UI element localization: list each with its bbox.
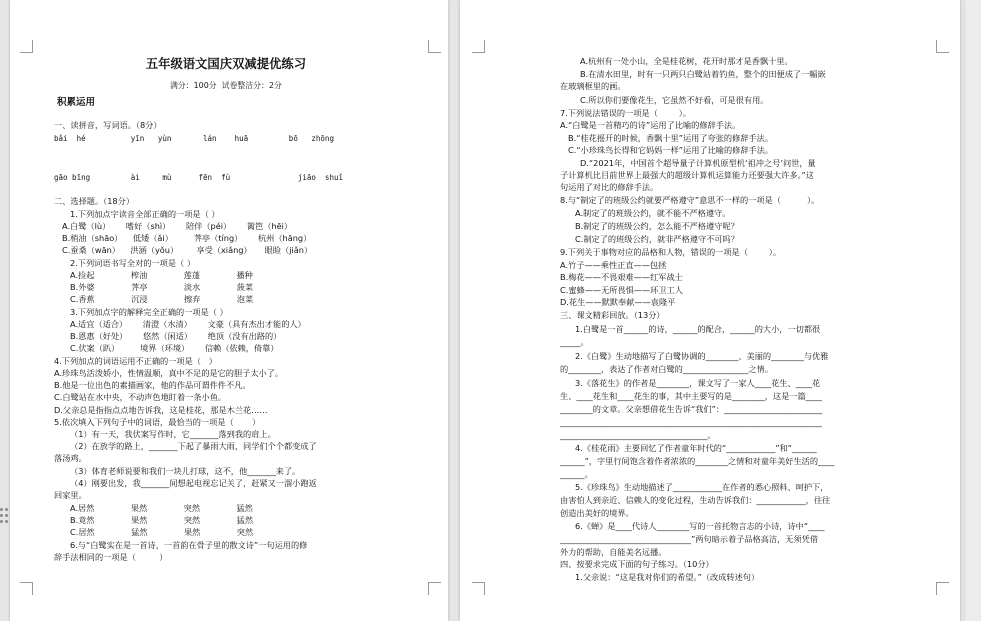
text-line: B.梅花——不畏艰难——红军战士: [560, 272, 683, 282]
text-line: 二、选择题。（18分）: [54, 196, 135, 206]
text-line: 5.依次填入下列句子中的词语，最恰当的一项是（ ）: [54, 417, 261, 427]
text-line: 4.下列加点的词语运用不正确的一项是（ ）: [54, 356, 217, 366]
text-line: 回家里。: [54, 490, 87, 500]
text-line: 落汤鸡。: [54, 453, 87, 463]
text-line: 5.《珍珠鸟》生动地描述了____________在作者的悉心照料、呵护下，: [575, 482, 829, 492]
text-line: 1.下列加点字读音全部正确的一项是（ ）: [70, 209, 220, 219]
text-line: ________________________________”两句暗示着子品格高洁，无须凭借: [560, 534, 819, 544]
margin-corner-top-left: [472, 40, 485, 53]
text-line: （4）刚要出发，我_______间想起电视忘记关了，赶紧又一溜小跑返: [70, 478, 317, 488]
text-line: A.制定了的班级公约，就不能不严格遵守。: [575, 208, 731, 218]
text-line: C.白鹭站在水中央，不动声色地盯着一条小鱼。: [54, 392, 227, 402]
pinyin-line: gāo bīng ài mù fēn fù jiāo shuǐ: [54, 173, 343, 182]
text-line: 2.下列词语书写全对的一项是（ ）: [70, 258, 196, 268]
text-line: 1.白鹭是一首______的诗，______的配合，______的大小，一切都很: [575, 324, 821, 334]
text-line: B.他是一位出色的素描画家，他的作品可谓件件不凡。: [54, 380, 251, 390]
text-line: B.在清水田里，时有一只两只白鹭站着钓鱼，整个的田便成了一幅嵌: [580, 69, 826, 79]
margin-corner-bottom-right: [428, 582, 441, 595]
text-line: D.花生——默默奉献——袁隆平: [560, 297, 676, 307]
text-line: D.“2021年，中国首个超导量子计算机原型机‘祖冲之号’问世，量: [580, 158, 816, 168]
text-line: （1）有一天，我伏案写作时，它_______落到我的肩上。: [70, 429, 276, 439]
text-line: ________的文章。父亲想借花生告诉“我们”：________________________: [560, 404, 823, 414]
pinyin-line: bǎi hé yīn yùn lán huā bō zhōng: [54, 134, 334, 143]
text-line: ______”，字里行间饱含着作者浓浓的________之情和对童年美好生活的____: [560, 456, 835, 466]
text-line: C.蜜蜂——无所畏惧——环卫工人: [560, 285, 683, 295]
text-line: A.珍珠鸟活泼娇小，性情温顺，真中不足的是它的胆子太小了。: [54, 368, 284, 378]
text-line: _____。: [560, 337, 589, 347]
text-line: A.捡起 榨油 莲蓬 播种: [70, 270, 253, 280]
text-line: ______。: [560, 469, 593, 479]
text-line: 外力的帮助，自能美名远播。: [560, 547, 667, 557]
text-line: C.蚕桑（wān） 洪涵（yǒu） 享受（xiǎng） 眼睑（jiǎn）: [62, 245, 313, 255]
section-heading: 积累运用: [57, 97, 96, 108]
document-subtitle: 满分：100分 试卷整洁分：2分: [169, 81, 282, 90]
text-line: 句运用了对比的修辞手法。: [560, 182, 659, 192]
text-line: B.竟然 果然 突然 猛然: [70, 515, 254, 525]
margin-corner-top-right: [428, 40, 441, 53]
text-line: 6.《蝉》是____代诗人________写的一首托物言志的小诗，诗中“____: [575, 521, 825, 531]
text-line: 三、课文精彩回放。（13分）: [560, 310, 665, 320]
text-line: 4.《桂花雨》主要回忆了作者童年时代的“____________”和“______: [575, 443, 817, 453]
text-line: C.香蕉 沉浸 擦弃 泡菜: [70, 294, 254, 304]
document-page-right: [460, 0, 960, 621]
text-line: 7.下列说法错误的一项是（ ）。: [560, 108, 691, 118]
margin-corner-top-right: [936, 40, 949, 53]
text-line: B.梢油（shāo） 低矮（ǎi） 荠亭（tíng） 杭州（hāng）: [62, 233, 312, 243]
text-line: ____________________________________。: [560, 430, 716, 440]
text-line: A.居然 果然 突然 猛然: [70, 503, 253, 513]
text-line: A.竹子——乘性正直——包拯: [560, 260, 667, 270]
margin-corner-bottom-left: [472, 582, 485, 595]
text-line: A.“白鹭是一首精巧的诗”运用了比喻的修辞手法。: [560, 120, 741, 130]
text-line: 3.《落花生》的作者是________，课文写了一家人____花生、____花: [575, 378, 821, 388]
text-line: 创造出美好的境界。: [560, 508, 634, 518]
text-line: 1.父亲说：“这是我对你们的希望。”（改成转述句）: [575, 572, 760, 582]
text-line: 8.与“制定了的班级公约就要严格遵守”意思不一样的一项是（ ）。: [560, 195, 820, 205]
text-line: 2.《白鹭》生动地描写了白鹭协调的________、美丽的________与优雅: [575, 351, 829, 361]
document-page-left: [10, 0, 448, 621]
document-title: 五年级语文国庆双减提优练习: [145, 56, 307, 71]
text-line: C.伏案（趴） 境界（环境） 信赖（依赖，倚靠）: [70, 343, 279, 353]
text-line: C.“小珍珠鸟长得和它妈妈一样”运用了比喻的修辞手法。: [568, 145, 774, 155]
margin-corner-bottom-right: [936, 582, 949, 595]
text-line: 一、读拼音，写词语。（8分）: [54, 120, 162, 130]
text-line: 辞手法相同的一项是（ ）: [54, 552, 168, 562]
text-line: （2）在放学的路上，_______下起了暴雨大雨，同学们个个都变成了: [70, 441, 317, 451]
text-line: 在玻璃框里的画。: [560, 81, 626, 91]
text-line: A.杭州有一处小山，全是桂花树，花开时那才是香飘十里。: [580, 56, 793, 66]
text-line: D.父亲总是指指点点地告诉我，这是桂花，那是木兰花……: [54, 405, 268, 415]
text-line: B.外婆 荠亭 淡水 菠菜: [70, 282, 254, 292]
margin-corner-top-left: [20, 40, 33, 53]
text-line: 四、按要求完成下面的句子练习。（10分）: [560, 559, 714, 569]
text-line: C.所以你们要像花生，它虽然不好看，可是很有用。: [580, 95, 769, 105]
text-line: C.制定了的班级公约，就非严格遵守不可吗？: [575, 234, 739, 244]
text-line: C.居然 猛然 果然 突然: [70, 527, 254, 537]
text-line: B.“桂花摇开的时候，香飘十里”运用了夸张的修辞手法。: [568, 133, 774, 143]
text-line: A.适宜（适合） 清澄（水清） 文豪（具有杰出才能的人）: [70, 319, 306, 329]
text-line: 子计算机比目前世界上最强大的超级计算机运算能力还要强大许多。”这: [560, 170, 814, 180]
text-line: 生、____花生和____花生的事，其中主要写的是________，这是一篇____: [560, 391, 823, 401]
margin-corner-bottom-left: [20, 582, 33, 595]
text-line: A.白鹭（lù） 嗜好（shì） 陪伴（péi） 篱笆（hēi）: [62, 221, 293, 231]
text-line: B.恩惠（好处） 悠然（闲适） 绝顶（没有出路的）: [70, 331, 282, 341]
text-line: 的________，表达了作者对白鹭的________________之情。: [560, 364, 773, 374]
text-line: 由害怕人到亲近、信赖人的变化过程，生动告诉我们：____________，往往: [560, 495, 831, 505]
text-line: 3.下列加点字的解释完全正确的一项是（ ）: [70, 307, 228, 317]
text-line: 6.与“白鹭实在是一首诗，一首韵在骨子里的散文诗”一句运用的修: [70, 540, 308, 550]
text-line: （3）体育老师说要和我们一块儿打球，这不，他_______来了。: [70, 466, 301, 476]
text-line: 9.下列关于事物对应的品格和人物，错误的一项是（ ）。: [560, 247, 782, 257]
text-line: B.制定了的班级公约，怎么能不严格遵守呢？: [575, 221, 739, 231]
vertical-scrollbar[interactable]: [964, 0, 981, 621]
text-line: ________________________________________________________________: [560, 417, 822, 427]
page-resize-grip[interactable]: [0, 508, 9, 524]
